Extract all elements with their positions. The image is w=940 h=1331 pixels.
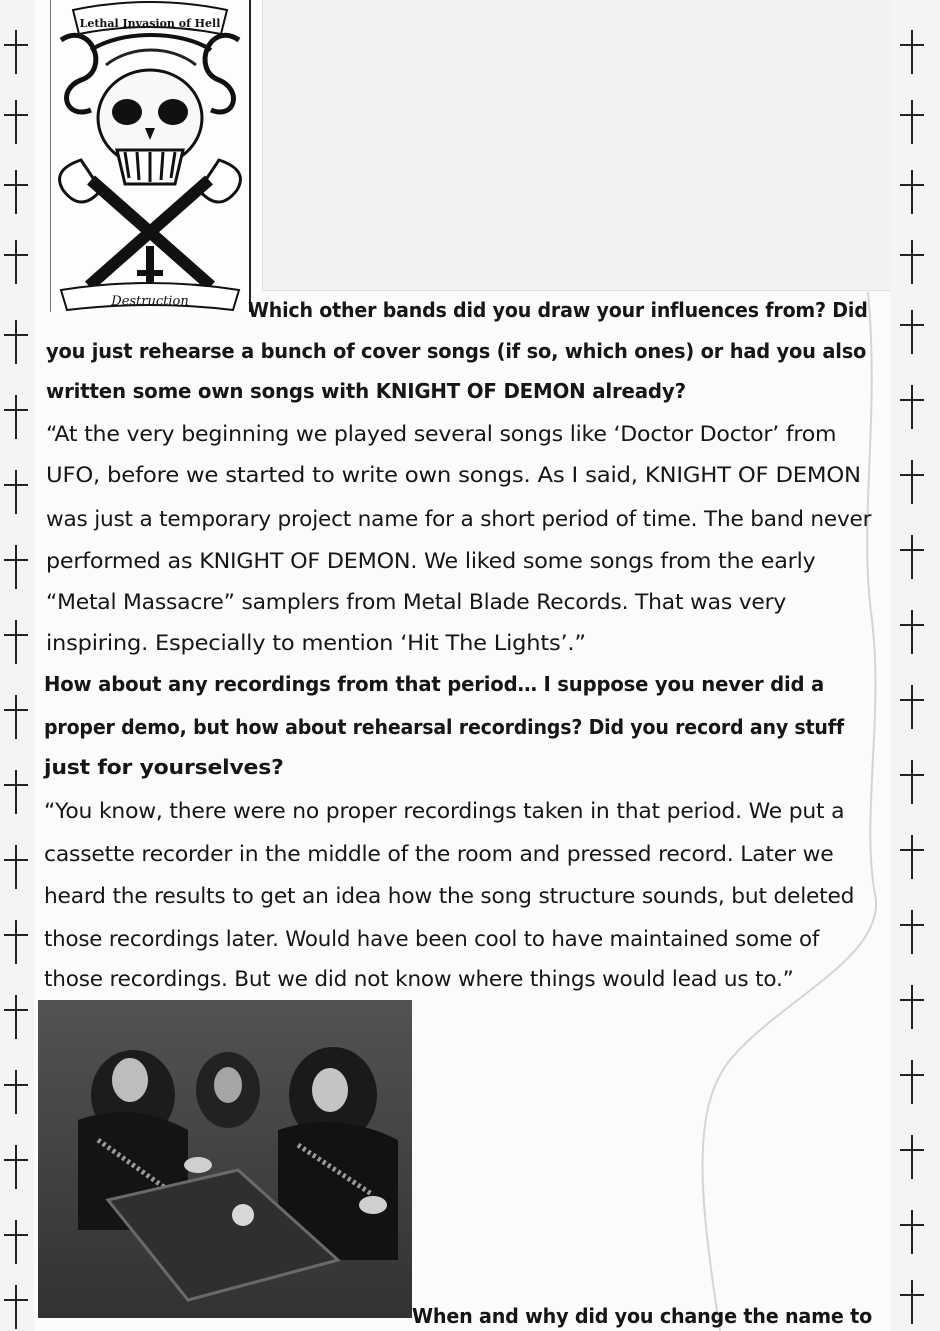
interview-answer-line: cassette recorder in the middle of the room and pressed record. Later we (44, 842, 834, 866)
cross-icon (4, 770, 28, 814)
cross-icon (900, 100, 924, 144)
interview-answer-line: was just a temporary project name for a short period of time. The band never (46, 507, 872, 531)
interview-answer-line: “You know, there were no proper recordings taken in that period. We put a (44, 799, 845, 823)
cross-icon (900, 1135, 924, 1179)
cross-icon (900, 310, 924, 354)
interview-question-line: written some own songs with KNIGHT OF DEMON already? (46, 379, 686, 403)
cross-icon (900, 835, 924, 879)
cross-icon (4, 1145, 28, 1189)
band-photo-image (38, 1000, 412, 1318)
cross-icon (900, 1210, 924, 1254)
cross-icon (4, 395, 28, 439)
cross-icon (4, 620, 28, 664)
interview-answer-line: heard the results to get an idea how the song structure sounds, but deleted (44, 884, 855, 908)
svg-text:Lethal Invasion of Hell: Lethal Invasion of Hell (79, 17, 221, 30)
cross-icon (4, 845, 28, 889)
svg-text:Destruction: Destruction (111, 294, 189, 309)
cross-icon (4, 320, 28, 364)
cross-icon (4, 100, 28, 144)
interview-question-line: you just rehearse a bunch of cover songs (if so, which ones) or had you also (46, 339, 867, 363)
cross-icon (900, 535, 924, 579)
cross-icon (900, 760, 924, 804)
band-photo (38, 1000, 412, 1318)
skull-emblem-icon (51, 0, 249, 312)
cross-icon (4, 1220, 28, 1264)
cross-icon (4, 240, 28, 284)
cross-icon (4, 170, 28, 214)
cross-icon (4, 995, 28, 1039)
left-cross-border (4, 0, 34, 1331)
cross-icon (900, 385, 924, 429)
cross-icon (900, 1060, 924, 1104)
cross-icon (900, 30, 924, 74)
cross-icon (900, 240, 924, 284)
interview-question-line: proper demo, but how about rehearsal recordings? Did you record any stuff (44, 715, 844, 739)
interview-question-line: How about any recordings from that period… I suppose you never did a (44, 672, 825, 696)
cross-icon (900, 985, 924, 1029)
interview-question-line: When and why did you change the name to (412, 1304, 873, 1328)
interview-answer-line: “Metal Massacre” samplers from Metal Blade Records. That was very (46, 590, 787, 614)
interview-answer-line: those recordings. But we did not know where things would lead us to.” (44, 967, 794, 991)
cross-icon (900, 685, 924, 729)
cross-icon (4, 1070, 28, 1114)
interview-answer-line: performed as KNIGHT OF DEMON. We liked some songs from the early (46, 549, 816, 573)
interview-answer-line: UFO, before we started to write own songs. As I said, KNIGHT OF DEMON (46, 463, 861, 487)
cross-icon (4, 470, 28, 514)
interview-answer-line: inspiring. Especially to mention ‘Hit The Lights’.” (46, 631, 586, 655)
cross-icon (4, 695, 28, 739)
cross-icon (900, 610, 924, 654)
cross-icon (4, 30, 28, 74)
cross-icon (900, 460, 924, 504)
cross-icon (4, 545, 28, 589)
interview-question-line: Which other bands did you draw your influences from? Did (248, 298, 868, 322)
destruction-logo (50, 0, 251, 312)
interview-answer-line: those recordings later. Would have been cool to have maintained some of (44, 927, 820, 951)
cross-icon (4, 1285, 28, 1329)
interview-answer-line: “At the very beginning we played several songs like ‘Doctor Doctor’ from (46, 422, 837, 446)
cross-icon (4, 920, 28, 964)
interview-question-line: just for yourselves? (44, 755, 284, 779)
cross-icon (900, 1280, 924, 1324)
right-cross-border (900, 0, 930, 1331)
paper-cutout-edge (262, 0, 891, 291)
cross-icon (900, 170, 924, 214)
cross-icon (900, 910, 924, 954)
